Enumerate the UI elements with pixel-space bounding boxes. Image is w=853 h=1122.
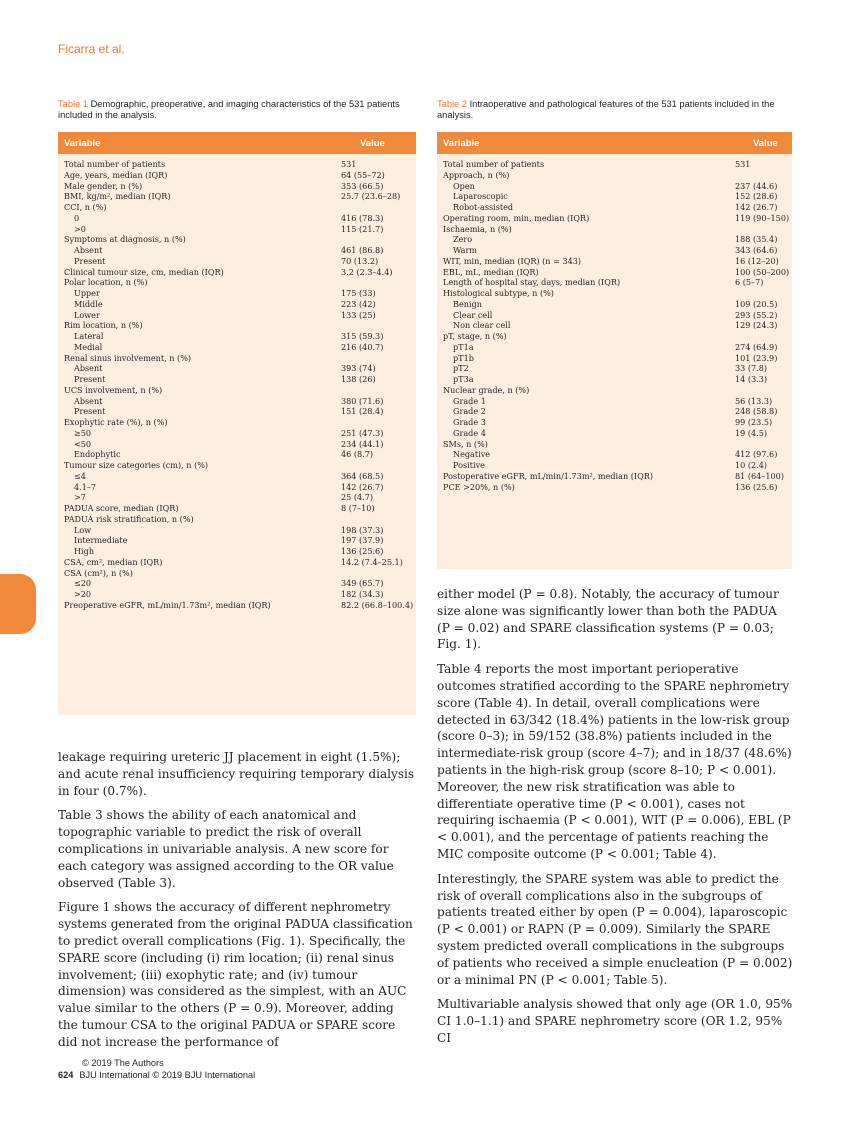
- table-row: [58, 417, 416, 428]
- footer-journal: BJU International © 2019 BJU International: [79, 1070, 256, 1080]
- table-row: [58, 514, 416, 525]
- row-value: 416 (78.3): [341, 212, 384, 223]
- table-row: [437, 460, 792, 471]
- table1-col-variable: Variable: [64, 138, 101, 149]
- table2-col-value: Value: [753, 138, 778, 149]
- page-number: 624: [58, 1070, 74, 1080]
- row-value: 101 (23.9): [735, 352, 778, 363]
- row-value: 70 (13.2): [341, 255, 379, 266]
- table-row: [58, 557, 416, 568]
- row-value: 115 (21.7): [341, 223, 384, 234]
- row-value: 142 (26.7): [735, 202, 778, 212]
- table-row: [58, 191, 416, 202]
- table-row: [58, 288, 416, 299]
- row-value: 315 (59.3): [341, 331, 384, 341]
- row-label: Histological subtype, n (%): [443, 288, 554, 298]
- row-value: 8 (7–10): [341, 503, 375, 513]
- row-label: SMs, n (%): [443, 438, 488, 449]
- table-row: [437, 449, 792, 460]
- table-row: [437, 439, 792, 450]
- table-row: [58, 245, 416, 256]
- row-label: Warm: [453, 245, 477, 255]
- table-row: [437, 267, 792, 278]
- row-value: 33 (7.8): [735, 363, 768, 374]
- row-label: >20: [74, 589, 92, 599]
- body-paragraph: either model (P = 0.8). Notably, the accuracy of tumour size alone was significantly lower than both the PADUA (P = 0.02) and SPARE classification systems (P = 0.03; Fig. 1).: [437, 587, 779, 652]
- table-row: [437, 342, 792, 353]
- row-label: Renal sinus involvement, n (%): [64, 352, 192, 363]
- body-paragraph: leakage requiring ureteric JJ placement in eight (1.5%); and acute renal insufficiency requiring temporary dialysis in four (0.7%).: [58, 750, 415, 798]
- table-row: [58, 320, 416, 331]
- row-label: ≥50: [74, 427, 92, 438]
- row-value: 223 (42): [341, 298, 376, 309]
- table-row: [58, 363, 416, 374]
- table2-caption-text: Intraoperative and pathological features of the 531 patients included in the analysis.: [437, 99, 775, 120]
- table-row: [58, 353, 416, 364]
- right-column-text: [437, 586, 793, 1055]
- table-row: [58, 589, 416, 600]
- table-row: [437, 191, 792, 202]
- row-label: pT2: [453, 363, 469, 374]
- row-value: 82.2 (66.8–100.4): [341, 599, 414, 610]
- row-label: Present: [74, 374, 106, 384]
- row-label: >0: [74, 223, 86, 234]
- table-row: [437, 320, 792, 331]
- running-head: Ficarra et al.: [58, 42, 125, 56]
- row-label: WIT, min, median (IQR) (n = 343): [443, 255, 582, 266]
- row-value: 133 (25): [341, 309, 376, 320]
- row-value: 81 (64–100): [735, 470, 784, 481]
- row-value: 99 (23.5): [735, 417, 773, 427]
- row-value: 46 (8.7): [341, 449, 374, 460]
- row-label: PADUA score, median (IQR): [64, 503, 179, 513]
- row-label: PCE >20%, n (%): [443, 481, 515, 492]
- row-label: Low: [74, 524, 92, 535]
- table-row: [437, 471, 792, 482]
- table-row: [437, 245, 792, 256]
- row-value: 109 (20.5): [735, 298, 778, 309]
- row-label: Open: [453, 180, 475, 191]
- table-row: [58, 428, 416, 439]
- row-label: Benign: [453, 298, 482, 309]
- table-row: [437, 353, 792, 364]
- row-label: Clear cell: [453, 309, 493, 320]
- row-label: pT3a: [453, 374, 474, 384]
- table-row: [58, 600, 416, 611]
- row-label: Lateral: [74, 331, 104, 341]
- row-value: 6 (5–7): [735, 277, 764, 288]
- row-value: 248 (58.8): [735, 406, 778, 417]
- row-label: Male gender, n (%): [64, 180, 143, 191]
- row-label: CSA, cm², median (IQR): [64, 556, 163, 567]
- left-column-text: [58, 749, 416, 1059]
- table-row: [437, 363, 792, 374]
- table-row: [437, 159, 792, 170]
- row-label: CSA (cm²), n (%): [64, 567, 133, 578]
- row-value: 25 (4.7): [341, 492, 374, 503]
- row-value: 100 (50–200): [735, 266, 790, 277]
- row-value: 136 (25.6): [341, 546, 384, 556]
- row-label: Intermediate: [74, 535, 128, 546]
- table-row: [437, 428, 792, 439]
- table-row: [437, 385, 792, 396]
- row-value: 197 (37.9): [341, 535, 384, 546]
- table-row: [58, 460, 416, 471]
- row-value: 216 (40.7): [341, 341, 384, 352]
- table-row: [58, 492, 416, 503]
- table-row: [58, 299, 416, 310]
- row-label: Middle: [74, 298, 103, 309]
- table1-caption-text: Demographic, preoperative, and imaging characteristics of the 531 patients included in the analysis.: [58, 99, 400, 120]
- page-footer: [58, 1057, 255, 1081]
- row-label: Present: [74, 255, 106, 266]
- table-row: [437, 417, 792, 428]
- table-row: [58, 385, 416, 396]
- row-label: >7: [74, 492, 86, 503]
- table-row: [58, 224, 416, 235]
- table-row: [58, 213, 416, 224]
- table-row: [437, 482, 792, 493]
- row-value: 412 (97.6): [735, 449, 778, 460]
- row-value: 56 (13.3): [735, 395, 773, 406]
- row-label: pT1a: [453, 341, 474, 352]
- row-label: Approach, n (%): [443, 169, 510, 180]
- table2-caption: [437, 99, 792, 121]
- table-row: [58, 234, 416, 245]
- row-value: 251 (47.3): [341, 427, 384, 438]
- row-value: 138 (26): [341, 374, 376, 384]
- row-value: 237 (44.6): [735, 180, 778, 191]
- row-value: 343 (64.6): [735, 245, 778, 255]
- row-label: Rim location, n (%): [64, 320, 143, 331]
- row-label: Robot-assisted: [453, 202, 514, 212]
- table-row: [58, 535, 416, 546]
- row-value: 136 (25.6): [735, 481, 778, 492]
- row-label: UCS involvement, n (%): [64, 384, 163, 395]
- table1: [58, 132, 416, 715]
- row-label: Absent: [74, 363, 103, 374]
- table-row: [58, 342, 416, 353]
- table-row: [58, 256, 416, 267]
- table-row: [437, 331, 792, 342]
- table-row: [58, 331, 416, 342]
- table2-body: [437, 154, 792, 492]
- table-row: [437, 310, 792, 321]
- row-label: Grade 3: [453, 417, 486, 427]
- row-label: Zero: [453, 234, 473, 245]
- row-label: Nuclear grade, n (%): [443, 384, 530, 395]
- row-value: 64 (55–72): [341, 169, 385, 180]
- table-row: [437, 299, 792, 310]
- row-value: 349 (65.7): [341, 578, 384, 589]
- row-value: 151 (28.4): [341, 406, 384, 417]
- row-value: 119 (90–150): [735, 212, 790, 223]
- row-label: Medial: [74, 341, 103, 352]
- row-label: High: [74, 546, 95, 556]
- row-label: Present: [74, 406, 106, 417]
- row-label: PADUA risk stratification, n (%): [64, 513, 194, 524]
- row-label: pT, stage, n (%): [443, 331, 507, 341]
- row-label: Tumour size categories (cm), n (%): [64, 460, 209, 470]
- row-value: 188 (35.4): [735, 234, 778, 245]
- table1-header: [58, 132, 416, 154]
- row-label: ≤4: [74, 470, 86, 481]
- table-row: [437, 288, 792, 299]
- row-value: 182 (34.3): [341, 589, 384, 599]
- row-label: EBL, mL, median (IQR): [443, 266, 539, 277]
- table-row: [58, 525, 416, 536]
- table-row: [437, 374, 792, 385]
- table-row: [58, 406, 416, 417]
- table-row: [58, 267, 416, 278]
- row-value: 274 (64.9): [735, 341, 778, 352]
- side-thumb-tab: [0, 574, 36, 634]
- row-value: 364 (68.5): [341, 470, 384, 481]
- row-label: Lower: [74, 309, 100, 320]
- body-paragraph: Table 3 shows the ability of each anatomical and topographic variable to predict the risk of overall complications in univariable analysis. A new score for each category was assigned according to the OR value observed (Table 3).: [58, 808, 394, 890]
- row-label: Length of hospital stay, days, median (IQR): [443, 277, 621, 288]
- row-label: BMI, kg/m², median (IQR): [64, 191, 171, 202]
- row-label: Grade 1: [453, 395, 486, 406]
- row-label: Non clear cell: [453, 320, 511, 331]
- table-row: [437, 213, 792, 224]
- row-label: pT1b: [453, 352, 474, 363]
- row-label: Ischaemia, n (%): [443, 223, 512, 234]
- row-label: 4.1–7: [74, 481, 97, 492]
- row-label: 0: [74, 212, 80, 223]
- row-value: 234 (44.1): [341, 438, 384, 449]
- row-label: Symptoms at diagnosis, n (%): [64, 234, 186, 245]
- row-value: 19 (4.5): [735, 427, 768, 438]
- row-label: Postoperative eGFR, mL/min/1.73m², median (IQR): [443, 470, 653, 481]
- row-label: ≤20: [74, 578, 92, 589]
- table-row: [58, 568, 416, 579]
- row-value: 531: [341, 159, 357, 169]
- row-label: Exophytic rate (%), n (%): [64, 417, 168, 427]
- table-row: [437, 406, 792, 417]
- table-row: [437, 202, 792, 213]
- row-label: Polar location, n (%): [64, 277, 148, 288]
- row-label: Age, years, median (IQR): [64, 169, 168, 180]
- table-row: [58, 159, 416, 170]
- row-label: Absent: [74, 245, 103, 255]
- row-value: 14.2 (7.4–25.1): [341, 556, 403, 567]
- row-value: 531: [735, 159, 751, 169]
- table-row: [437, 396, 792, 407]
- table-row: [58, 439, 416, 450]
- row-value: 293 (55.2): [735, 309, 778, 320]
- table-row: [58, 503, 416, 514]
- row-label: Total number of patients: [443, 159, 545, 169]
- row-label: Operating room, min, median (IQR): [443, 212, 590, 223]
- row-value: 461 (86.8): [341, 245, 384, 255]
- row-label: Clinical tumour size, cm, median (IQR): [64, 266, 224, 277]
- table-row: [58, 277, 416, 288]
- row-label: <50: [74, 438, 92, 449]
- footer-copyright: © 2019 The Authors: [82, 1058, 164, 1068]
- table-row: [58, 471, 416, 482]
- table-row: [58, 310, 416, 321]
- row-value: 142 (26.7): [341, 481, 384, 492]
- row-label: CCI, n (%): [64, 202, 107, 212]
- table-row: [58, 449, 416, 460]
- row-value: 10 (2.4): [735, 460, 768, 470]
- row-label: Absent: [74, 395, 103, 406]
- row-label: Endophytic: [74, 449, 121, 460]
- row-label: Laparoscopic: [453, 191, 508, 202]
- body-paragraph: Table 4 reports the most important perioperative outcomes stratified according to the SPARE nephrometry score (Table 4). In detail, overall complications were detected in 63/342 (18.4%) patients in the low-risk group (score 0–3); in 59/152 (38.8%) patients included in the intermediate-risk group (score 4–7); and in 18/37 (48.6%) patients in the high-risk group (score 8–10; P < 0.001). Moreover, the new risk stratification was able to differentiate operative time (P < 0.001), cases not requiring ischaemia (P < 0.001), WIT (P = 0.006), EBL (P < 0.001), and the percentage of patients reaching the MIC composite outcome (P < 0.001; Table 4).: [437, 662, 792, 861]
- table-row: [58, 170, 416, 181]
- table-row: [58, 396, 416, 407]
- table-row: [437, 277, 792, 288]
- table-row: [58, 202, 416, 213]
- table2-label: Table 2: [437, 99, 467, 109]
- row-label: Upper: [74, 288, 100, 298]
- table1-label: Table 1: [58, 99, 88, 109]
- table1-col-value: Value: [360, 138, 385, 149]
- table-row: [58, 546, 416, 557]
- body-paragraph: Figure 1 shows the accuracy of different nephrometry systems generated from the original PADUA classification to predict overall complications (Fig. 1). Specifically, the SPARE score (including (i) rim location; (ii) renal sinus involvement; (iii) exophytic rate; and (iv) tumour dimension) was considered as the simplest, with an AUC value similar to the others (P = 0.9). Moreover, adding the tumour CSA to the original PADUA or SPARE score did not increase the performance of: [58, 900, 413, 1049]
- row-value: 393 (74): [341, 363, 376, 374]
- row-label: Grade 4: [453, 427, 486, 438]
- table-row: [437, 234, 792, 245]
- row-value: 16 (12–20): [735, 255, 779, 266]
- table-row: [437, 256, 792, 267]
- body-paragraph: Multivariable analysis showed that only age (OR 1.0, 95% CI 1.0–1.1) and SPARE nephrometry score (OR 1.2, 95% CI: [437, 997, 793, 1045]
- row-value: 380 (71.6): [341, 395, 384, 406]
- row-label: Positive: [453, 460, 485, 470]
- row-value: 14 (3.3): [735, 374, 768, 384]
- row-label: Negative: [453, 449, 491, 460]
- row-label: Total number of patients: [64, 159, 166, 169]
- table-row: [437, 181, 792, 192]
- row-value: 353 (66.5): [341, 180, 384, 191]
- row-label: Preoperative eGFR, mL/min/1.73m², median (IQR): [64, 599, 271, 610]
- row-value: 152 (28.6): [735, 191, 778, 202]
- body-paragraph: Interestingly, the SPARE system was able to predict the risk of overall complications also in the subgroups of patients treated either by open (P = 0.004), laparoscopic (P < 0.001) or RAPN (P = 0.009). Similarly the SPARE system predicted overall complications in the subgroups of patients who received a simple enucleation (P = 0.002) or a minimal PN (P < 0.001; Table 5).: [437, 871, 793, 987]
- row-value: 198 (37.3): [341, 524, 384, 535]
- table-row: [58, 181, 416, 192]
- table-row: [437, 224, 792, 235]
- table2: [437, 132, 792, 569]
- table-row: [437, 170, 792, 181]
- table2-header: [437, 132, 792, 154]
- table2-col-variable: Variable: [443, 138, 480, 149]
- row-label: Grade 2: [453, 406, 486, 417]
- table1-caption: [58, 99, 416, 121]
- table-row: [58, 374, 416, 385]
- row-value: 129 (24.3): [735, 320, 778, 331]
- table-row: [58, 482, 416, 493]
- row-value: 25.7 (23.6–28): [341, 191, 401, 202]
- table-row: [58, 578, 416, 589]
- row-value: 175 (33): [341, 288, 376, 298]
- table1-body: [58, 154, 416, 611]
- row-value: 3.2 (2.3–4.4): [341, 266, 393, 277]
